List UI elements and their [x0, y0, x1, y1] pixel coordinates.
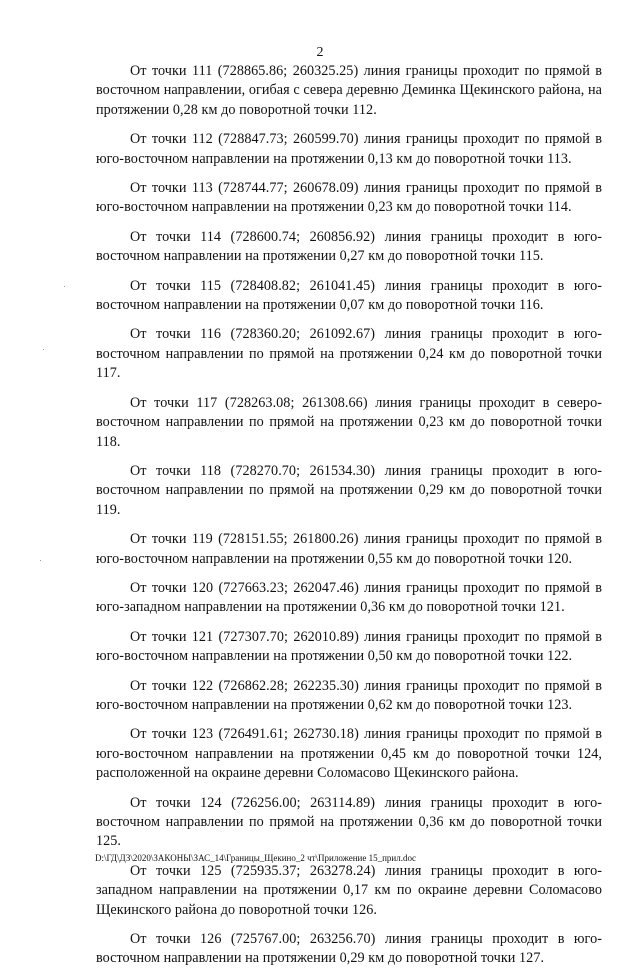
paragraph-point-122: От точки 122 (726862.28; 262235.30) линия границы проходит по прямой в юго-восточном направлении на протяжении 0,62 км до поворотной точки 123. [96, 677, 602, 713]
paragraph-point-111: От точки 111 (728865.86; 260325.25) линия границы проходит по прямой в восточном направлении, огибая с севера деревню Деминка Щекинского района, на протяжении 0,28 км до поворотной точки 112. [96, 63, 602, 118]
scan-speck [40, 560, 41, 561]
paragraph-point-117: От точки 117 (728263.08; 261308.66) линия границы проходит в северо-восточном направлении по прямой на протяжении 0,23 км до поворотной точки 118. [96, 394, 602, 450]
document-body [96, 62, 602, 979]
paragraph-point-115: От точки 115 (728408.82; 261041.45) линия границы проходит в юго-восточном направлении на протяжении 0,07 км до поворотной точки 116. [96, 277, 602, 314]
paragraph-point-119: От точки 119 (728151.55; 261800.26) линия границы проходит по прямой в юго-восточном направлении на протяжении 0,55 км до поворотной точки 120. [96, 531, 602, 567]
paragraph-point-121: От точки 121 (727307.70; 262010.89) линия границы проходит по прямой в юго-восточном направлении на протяжении 0,50 км до поворотной точки 122. [96, 628, 602, 665]
page-number: 2 [316, 45, 324, 60]
paragraph-point-116: От точки 116 (728360.20; 261092.67) линия границы проходит в юго-восточном направлении по прямой на протяжении 0,24 км до поворотной точки 117. [96, 326, 602, 382]
file-path-footer: D:\ГД\ДЗ\2020\ЗАКОНЫ\ЗАС_14\Границы_Щекино_2 чт\Приложение 15_прил.doc [95, 853, 416, 863]
paragraph-point-126: От точки 126 (725767.00; 263256.70) линия границы проходит в юго-восточном направлении на протяжении 0,29 км до поворотной точки 127. [96, 931, 602, 967]
paragraph-point-125: От точки 125 (725935.37; 263278.24) линия границы проходит в юго-западном направлении на протяжении 0,17 км по окраине деревни Соломасово Щекинского района до поворотной точки 126. [96, 862, 602, 918]
paragraph-point-124: От точки 124 (726256.00; 263114.89) линия границы проходит в юго-восточном направлении по прямой на протяжении 0,36 км до поворотной точки 125. [96, 794, 602, 850]
paragraph-point-112: От точки 112 (728847.73; 260599.70) линия границы проходит по прямой в юго-восточном направлении на протяжении 0,13 км до поворотной точки 113. [96, 131, 602, 167]
paragraph-point-120: От точки 120 (727663.23; 262047.46) линия границы проходит по прямой в юго-западном направлении на протяжении 0,36 км до поворотной точки 121. [96, 579, 602, 616]
scan-speck [64, 286, 65, 287]
paragraph-point-113: От точки 113 (728744.77; 260678.09) линия границы проходит по прямой в юго-восточном направлении на протяжении 0,23 км до поворотной точки 114. [96, 180, 602, 216]
paragraph-point-123: От точки 123 (726491.61; 262730.18) линия границы проходит по прямой в юго-восточном направлении на протяжении 0,45 км до поворотной точки 124, расположенной на окраине деревни Соломасово Щекинского района. [96, 726, 602, 782]
paragraph-point-118: От точки 118 (728270.70; 261534.30) линия границы проходит в юго-восточном направлении по прямой на протяжении 0,29 км до поворотной точки 119. [96, 462, 602, 518]
scan-speck [43, 349, 44, 350]
paragraph-point-114: От точки 114 (728600.74; 260856.92) линия границы проходит в юго-восточном направлении на протяжении 0,27 км до поворотной точки 115. [96, 228, 602, 265]
